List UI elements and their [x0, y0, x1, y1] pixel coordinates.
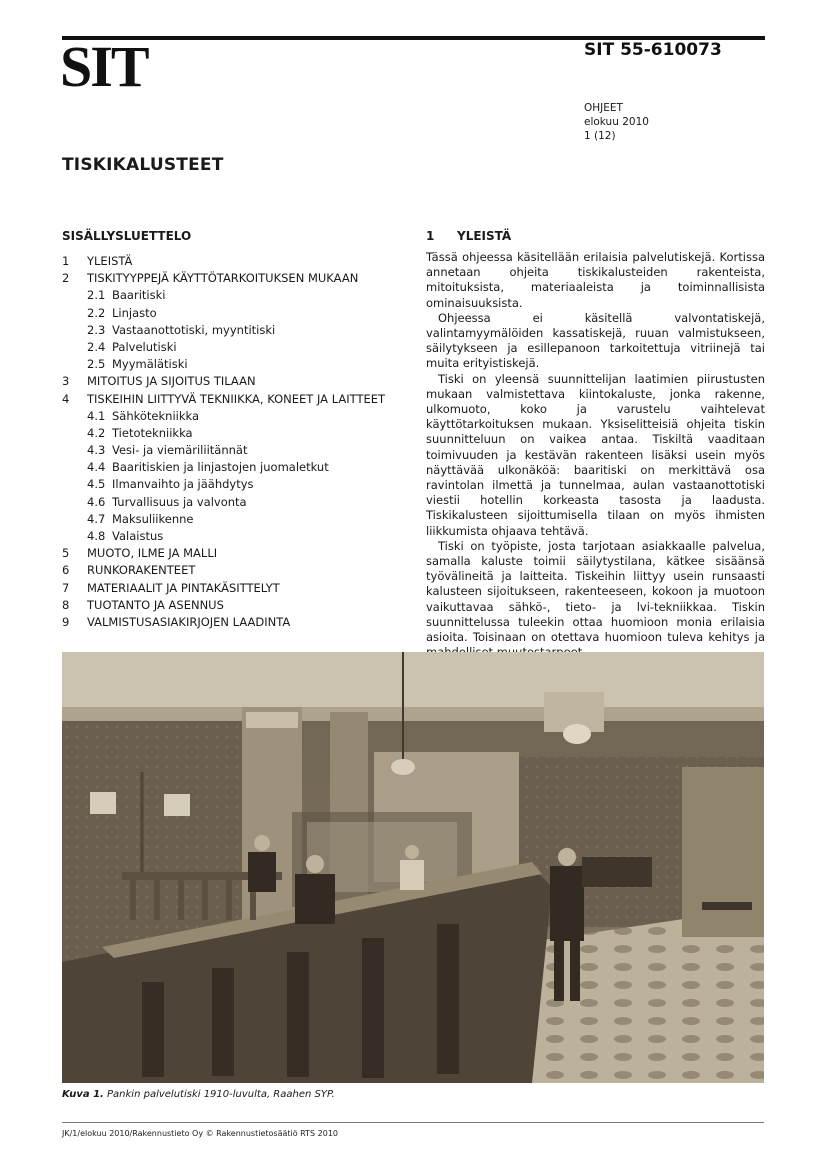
sit-logo: SIT: [60, 34, 148, 99]
toc-item-label: Valaistus: [112, 529, 164, 543]
toc-item: [62, 339, 407, 356]
toc-item-label: Tietotekniikka: [112, 425, 193, 440]
document-meta: [584, 101, 649, 143]
toc-item-number: 7: [62, 580, 70, 595]
paragraph: Ohjeessa ei käsitellä valvontatiskejä, valintamyymälöiden kassatiskejä, ruuan valmistukseen, säilytykseen ja esillepanoon tarkoitettuja vitriinejä tai muita erityistiskejä.: [426, 310, 765, 371]
toc-item: [62, 614, 407, 631]
bank-counter-photo: [62, 652, 764, 1083]
toc-item: [62, 373, 407, 390]
footer-rule: [62, 1122, 764, 1123]
toc-item-label: VALMISTUSASIAKIRJOJEN LAADINTA: [87, 614, 291, 629]
document-title: TISKIKALUSTEET: [62, 155, 224, 175]
toc-item-label: MATERIAALIT JA PINTAKÄSITTELYT: [87, 580, 280, 595]
toc-item-number: 4.5: [87, 477, 106, 492]
toc-item: [62, 494, 407, 511]
toc-item-label: Vastaanottotiski, myyntitiski: [112, 322, 276, 337]
toc-item-number: 2.5: [87, 357, 106, 372]
toc-item-label: Vesi- ja viemäriliitännät: [112, 443, 248, 458]
meta-pages: 1 (12): [584, 130, 616, 142]
toc-heading: SISÄLLYSLUETTELO: [62, 229, 192, 243]
toc-item-number: 4.6: [87, 494, 106, 509]
toc-item: [62, 545, 407, 562]
toc-item: [62, 562, 407, 579]
meta-date: elokuu 2010: [584, 116, 649, 128]
toc-item-number: 6: [62, 563, 70, 578]
toc-item-number: 9: [62, 614, 70, 629]
footer-text: JK/1/elokuu 2010/Rakennustieto Oy © Rakennustietosäätiö RTS 2010: [62, 1129, 339, 1138]
toc-item-number: 2.4: [87, 339, 106, 354]
toc-item: [62, 597, 407, 614]
toc-item-label: Palvelutiski: [112, 339, 177, 354]
toc-item: [62, 476, 407, 493]
paragraph: Tiski on yleensä suunnittelijan laatimien piirustusten mukaan valmistettava kiintokaluste, jonka rakenne, ulkomuoto, koko ja varustelu vaihtelevat käyttötarkoituksen mukaan. Yksiselitteisiä ohjeita tiskin suunnitteluun on vaikea antaa. Tiskiltä vaaditaan toimivuuden ja kestävän rakenteen lisäksi usein myös näyttävää ulkonäköä: baaritiski on merkittävä osa ravintolan ilmettä ja tunnelmaa, aulan vastaanottotiski viestii hotellin korkeasta tasosta ja laadusta. Tiskikalusteen sijoittumisella tilaan on myös ihmisten liikkumista ohjaava tehtävä.: [426, 371, 765, 538]
toc-item-number: 3: [62, 374, 70, 389]
table-of-contents: [62, 253, 407, 631]
toc-item-number: 4: [62, 391, 70, 406]
toc-item: [62, 511, 407, 528]
toc-item-number: 5: [62, 546, 70, 561]
toc-item: [62, 305, 407, 322]
toc-item-label: Myymälätiski: [112, 357, 188, 372]
toc-item-number: 1: [62, 254, 70, 268]
toc-item: [62, 270, 407, 287]
toc-item: [62, 391, 407, 408]
toc-item: [62, 425, 407, 442]
toc-item-label: Ilmanvaihto ja jäähdytys: [112, 477, 254, 492]
figure-label: Kuva 1.: [62, 1089, 104, 1100]
toc-item-label: TUOTANTO JA ASENNUS: [87, 597, 224, 612]
document-number: SIT 55-610073: [584, 40, 722, 60]
toc-item-number: 8: [62, 597, 70, 612]
toc-item-number: 4.4: [87, 460, 106, 475]
toc-item-label: MITOITUS JA SIJOITUS TILAAN: [87, 374, 256, 389]
paragraph: Tiski on työpiste, josta tarjotaan asiakkaalle palvelua, samalla kaluste toimii säilytystilana, kätkee sisäänsä työvälineitä ja laitteita. Tiskeihin liittyy usein runsaasti kalusteen sijoitukseen, rakenteeseen, kokoon ja muotoon vaikuttavaa sähkö-, tieto- ja lvi-tekniikkaa. Tiskin suunnittelussa tuleekin ottaa huomioon monia erilaisia asioita. Toisinaan on otettava huomioon tuleva kehitys ja: [426, 538, 765, 645]
meta-type: OHJEET: [584, 102, 623, 114]
toc-item-number: 2.3: [87, 322, 106, 337]
toc-item-label: Turvallisuus ja valvonta: [112, 494, 247, 509]
toc-item-label: Baaritiskien ja linjastojen juomaletkut: [112, 460, 329, 475]
toc-item-label: RUNKORAKENTEET: [87, 563, 196, 578]
toc-item-label: Linjasto: [112, 305, 157, 320]
section-1-body: [426, 250, 765, 660]
toc-item-number: 2.2: [87, 305, 106, 320]
toc-item-label: MUOTO, ILME JA MALLI: [87, 546, 218, 561]
toc-item-number: 4.1: [87, 408, 106, 423]
toc-item-label: TISKEIHIN LIITTYVÄ TEKNIIKKA, KONEET JA LAITTEET: [87, 391, 386, 406]
figure-caption: [62, 1089, 335, 1100]
toc-item-label: Maksuliikenne: [112, 511, 194, 526]
section-1-heading: [426, 229, 511, 243]
toc-item-label: Sähkötekniikka: [112, 408, 200, 423]
toc-item: [62, 356, 407, 373]
toc-item: [62, 459, 407, 476]
section-number: 1: [426, 229, 435, 243]
toc-item: [62, 408, 407, 425]
toc-item-number: 4.3: [87, 443, 106, 458]
toc-item: [62, 442, 407, 459]
toc-item-label: Baaritiski: [112, 288, 166, 303]
toc-item-number: 2: [62, 271, 70, 286]
toc-item: [62, 580, 407, 597]
toc-item-label: YLEISTÄ: [87, 254, 133, 268]
toc-item-number: 4.7: [87, 511, 106, 526]
toc-item-number: 2.1: [87, 288, 106, 303]
toc-item-label: TISKITYYPPEJÄ KÄYTTÖTARKOITUKSEN MUKAAN: [87, 271, 359, 286]
figure-caption-text: Pankin palvelutiski 1910-luvulta, Raahen SYP.: [107, 1089, 335, 1100]
paragraph: Tässä ohjeessa käsitellään erilaisia palvelutiskejä. Kortissa annetaan ohjeita tiskikalusteiden rakenteista, mitoituksista, materiaaleista ja toiminnallisista ominaisuuksista.: [426, 250, 765, 310]
toc-item: [62, 322, 407, 339]
toc-item-number: 4.2: [87, 425, 106, 440]
section-title: YLEISTÄ: [457, 229, 512, 243]
toc-item: [62, 528, 407, 545]
toc-item: [62, 253, 407, 270]
toc-item: [62, 287, 407, 304]
toc-item-number: 4.8: [87, 529, 106, 543]
